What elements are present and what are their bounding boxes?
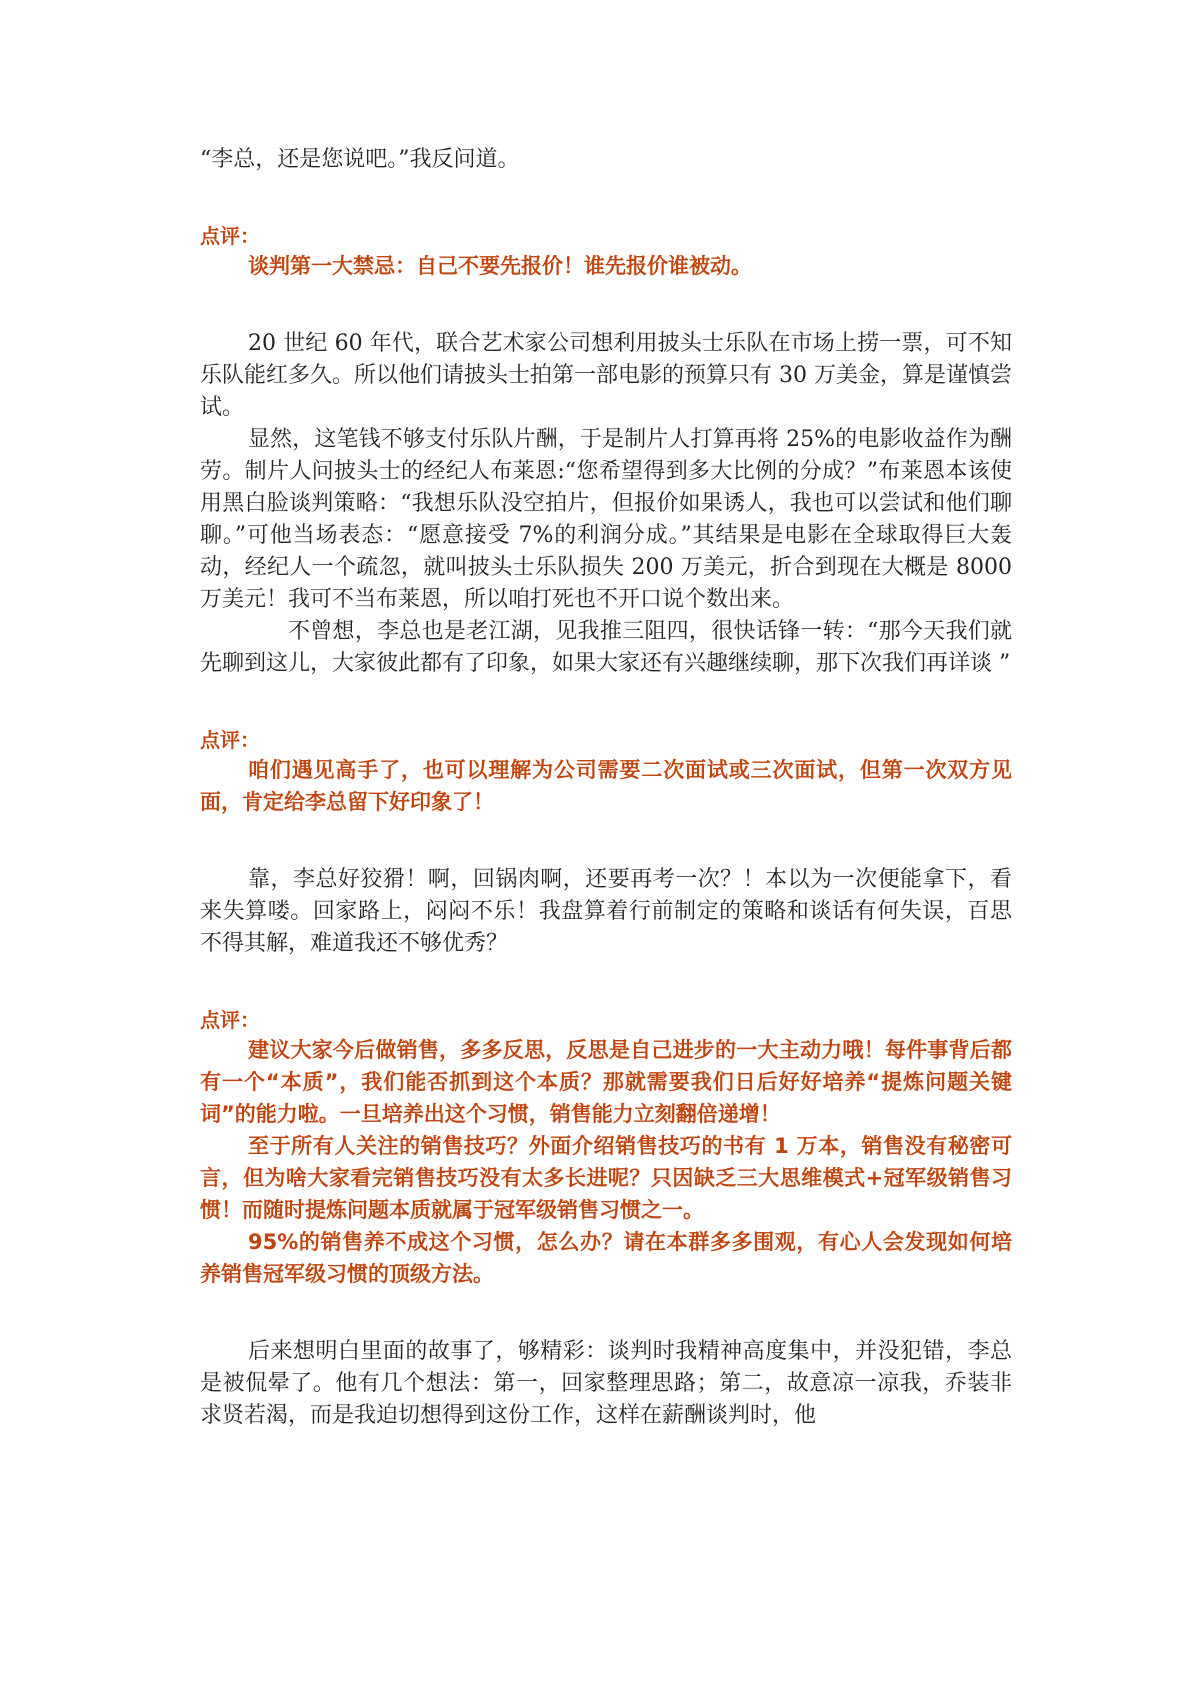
body-paragraph: 显然，这笔钱不够支付乐队片酬，于是制片人打算再将 25%的电影收益作为酬劳。制片人问披头士的经纪人布莱恩:“您希望得到多大比例的分成？”布莱恩本该使用黑白脸谈判策略：“我想乐队没空拍片，但报价如果诱人，我也可以尝试和他们聊聊。”可他当场表态：“愿意接受 7%的利润分成。”其结果是电影在全球取得巨大轰动，经纪人一个疏忽，就叫披头士乐队损失 200 万美元，折合到现在大概是 8000 万美元！我可不当布莱恩，所以咱打死也不开口说个数出来。 (200, 427, 1012, 612)
comment-text: 建议大家今后做销售，多多反思，反思是自己进步的一大主动力哦！每件事背后都有一个“本质”，我们能否抓到这个本质？那就需要我们日后好好培养“提炼问题关键词”的能力啦。一旦培养出这个习惯，销售能力立刻翻倍递增！ (200, 1038, 1012, 1126)
comment-label: 点评： (200, 224, 260, 248)
dialogue-paragraph: “李总，还是您说吧。”我反问道。 (200, 147, 520, 172)
document-page (200, 144, 1012, 1432)
comment-text: 95%的销售养不成这个习惯，怎么办？请在本群多多围观，有心人会发现如何培养销售冠军级习惯的顶级方法。 (200, 1230, 1012, 1286)
comment-label: 点评： (200, 728, 260, 752)
body-paragraph: 后来想明白里面的故事了，够精彩：谈判时我精神高度集中，并没犯错，李总是被侃晕了。他有几个想法：第一，回家整理思路；第二，故意凉一凉我，乔装非求贤若渴，而是我迫切想得到这份工作，这样在薪酬谈判时，他 (200, 1339, 1012, 1428)
body-paragraph: 20 世纪 60 年代，联合艺术家公司想利用披头士乐队在市场上捞一票，可不知乐队能红多久。所以他们请披头士拍第一部电影的预算只有 30 万美金，算是谨慎尝试。 (200, 331, 1012, 420)
body-paragraph: 不曾想，李总也是老江湖，见我推三阻四，很快话锋一转：“那今天我们就先聊到这儿，大家彼此都有了印象，如果大家还有兴趣继续聊，那下次我们再详谈 ” (200, 619, 1012, 676)
comment-label: 点评： (200, 1008, 260, 1032)
body-paragraph: 靠，李总好狡猾！啊，回锅肉啊，还要再考一次？！本以为一次便能拿下，看来失算喽。回家路上，闷闷不乐！我盘算着行前制定的策略和谈话有何失误，百思不得其解，难道我还不够优秀？ (200, 867, 1012, 956)
comment-text: 谈判第一大禁忌：自己不要先报价！谁先报价谁被动。 (248, 254, 752, 278)
comment-text: 至于所有人关注的销售技巧？外面介绍销售技巧的书有 1 万本，销售没有秘密可言，但为啥大家看完销售技巧没有太多长进呢？只因缺乏三大思维模式+冠军级销售习惯！而随时提炼问题本质就属于冠军级销售习惯之一。 (200, 1134, 1012, 1222)
comment-text: 咱们遇见高手了，也可以理解为公司需要二次面试或三次面试，但第一次双方见面，肯定给李总留下好印象了！ (200, 758, 1012, 814)
